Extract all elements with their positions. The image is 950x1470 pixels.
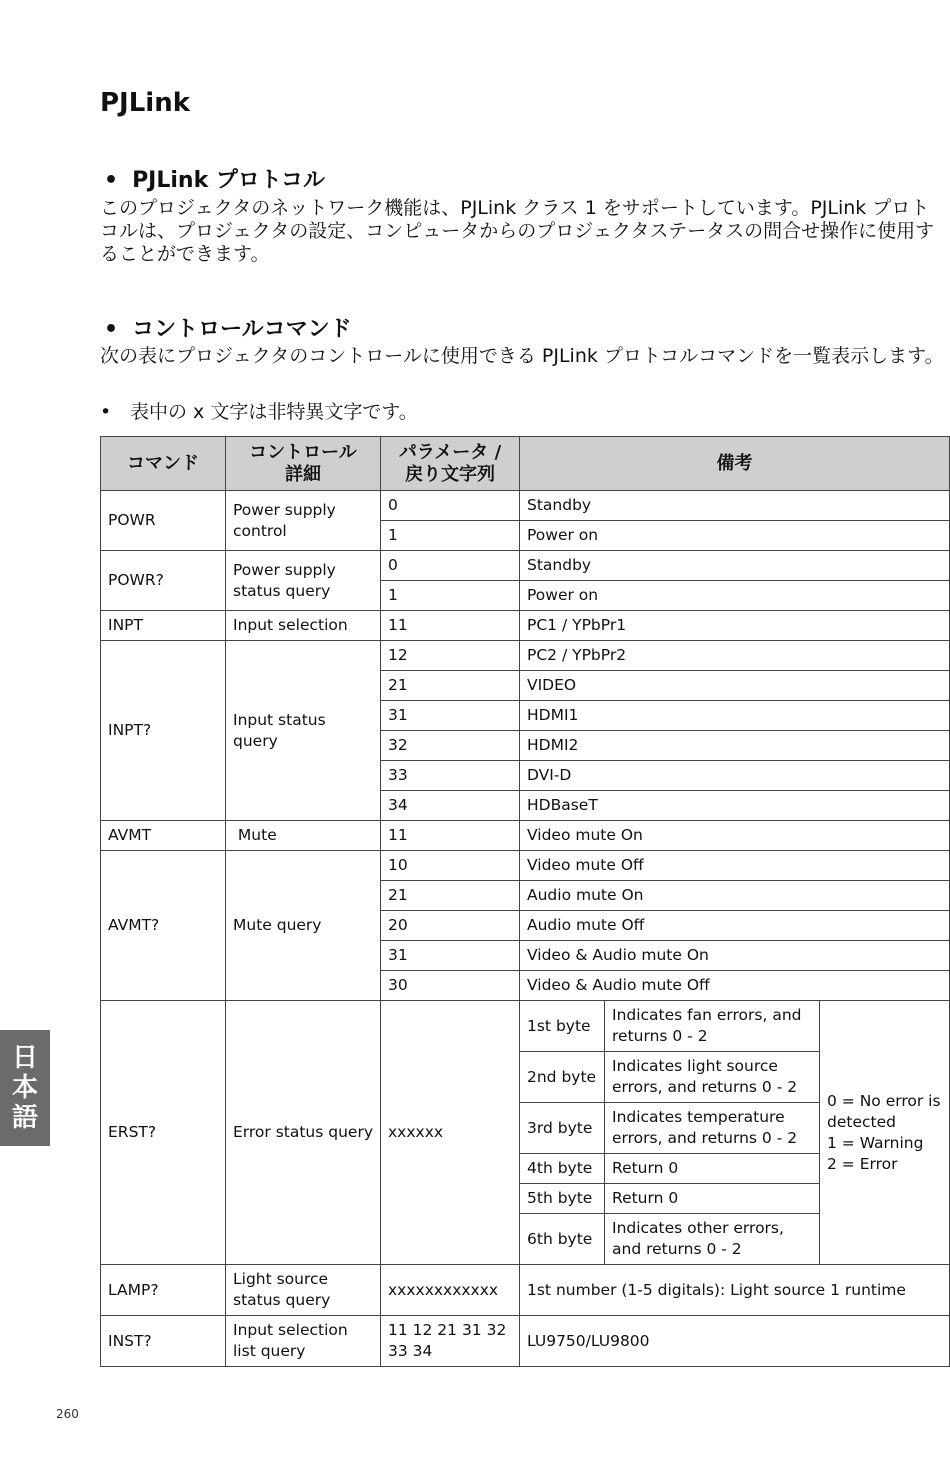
table-row xyxy=(101,851,950,881)
param-cell: xxxxxx xyxy=(381,1001,520,1265)
byte-label-cell: 2nd byte xyxy=(520,1052,605,1103)
param-cell: 33 xyxy=(381,761,520,791)
param-cell: 21 xyxy=(381,671,520,701)
param-cell: 31 xyxy=(381,941,520,971)
pjlink-protocol-description: このプロジェクタのネットワーク機能は、PJLink クラス 1 をサポートしています。PJLink プロトコルは、プロジェクタの設定、コンピュータからのプロジェクタステータスの問合せ操作に使用することができます。 xyxy=(100,197,935,265)
note-cell: 1st number (1-5 digitals): Light source 1 runtime xyxy=(520,1265,950,1316)
note-cell: Standby xyxy=(520,491,950,521)
command-cell: INST? xyxy=(101,1316,226,1367)
param-cell: 0 xyxy=(381,551,520,581)
header-remarks: 備考 xyxy=(520,437,950,491)
bullet-icon: • xyxy=(104,168,119,193)
note-cell: Standby xyxy=(520,551,950,581)
note-cell: HDMI2 xyxy=(520,731,950,761)
detail-cell: Mute xyxy=(226,821,381,851)
param-cell: 1 xyxy=(381,521,520,551)
note-cell: Power on xyxy=(520,521,950,551)
param-cell: 11 12 21 31 32 33 34 xyxy=(381,1316,520,1367)
param-cell: 0 xyxy=(381,491,520,521)
table-row xyxy=(101,611,950,641)
note-cell: HDMI1 xyxy=(520,701,950,731)
detail-cell: Error status query xyxy=(226,1001,381,1265)
note-cell: Video mute Off xyxy=(520,851,950,881)
section-title-text: PJLink プロトコル xyxy=(132,168,326,193)
byte-label-cell: 6th byte xyxy=(520,1214,605,1265)
command-cell: ERST? xyxy=(101,1001,226,1265)
byte-desc-cell: Indicates other errors, and returns 0 - 2 xyxy=(605,1214,820,1265)
param-cell: 12 xyxy=(381,641,520,671)
param-cell: 34 xyxy=(381,791,520,821)
control-commands-description: 次の表にプロジェクタのコントロールに使用できる PJLink プロトコルコマンドを一覧表示します。 xyxy=(100,345,944,367)
param-cell: 21 xyxy=(381,881,520,911)
bullet-icon: • xyxy=(104,317,119,342)
byte-label-cell: 3rd byte xyxy=(520,1103,605,1154)
byte-label-cell: 5th byte xyxy=(520,1184,605,1214)
note-line xyxy=(100,400,418,424)
note-cell: VIDEO xyxy=(520,671,950,701)
byte-desc-cell: Return 0 xyxy=(605,1184,820,1214)
byte-desc-cell: Indicates fan errors, and returns 0 - 2 xyxy=(605,1001,820,1052)
pjlink-command-table xyxy=(100,436,950,1367)
command-cell: AVMT xyxy=(101,821,226,851)
param-cell: 11 xyxy=(381,821,520,851)
byte-label-cell: 1st byte xyxy=(520,1001,605,1052)
param-cell: 30 xyxy=(381,971,520,1001)
section-control-commands-heading xyxy=(104,312,352,343)
table-row xyxy=(101,821,950,851)
table-row xyxy=(101,1316,950,1367)
command-cell: POWR xyxy=(101,491,226,551)
header-command: コマンド xyxy=(101,437,226,491)
detail-cell: Input selection xyxy=(226,611,381,641)
detail-cell: Light source status query xyxy=(226,1265,381,1316)
byte-label-cell: 4th byte xyxy=(520,1154,605,1184)
page-number: 260 xyxy=(56,1407,79,1421)
command-cell: AVMT? xyxy=(101,851,226,1001)
table-row xyxy=(101,1001,950,1052)
header-control-detail: コントロール 詳細 xyxy=(226,437,381,491)
error-legend-cell: 0 = No error is detected 1 = Warning 2 = Error xyxy=(820,1001,950,1265)
param-cell: 10 xyxy=(381,851,520,881)
param-cell: 20 xyxy=(381,911,520,941)
byte-desc-cell: Return 0 xyxy=(605,1154,820,1184)
bullet-icon: • xyxy=(100,401,112,423)
side-tab-char: 日 xyxy=(11,1043,38,1073)
command-cell: INPT? xyxy=(101,641,226,821)
side-tab-char: 本 xyxy=(11,1073,38,1103)
detail-cell: Mute query xyxy=(226,851,381,1001)
side-tab-char: 語 xyxy=(11,1103,38,1133)
command-cell: INPT xyxy=(101,611,226,641)
note-cell: Video & Audio mute On xyxy=(520,941,950,971)
table-row xyxy=(101,1265,950,1316)
param-cell: 1 xyxy=(381,581,520,611)
note-cell: PC1 / YPbPr1 xyxy=(520,611,950,641)
table-header-row xyxy=(101,437,950,491)
note-cell: Video & Audio mute Off xyxy=(520,971,950,1001)
command-cell: LAMP? xyxy=(101,1265,226,1316)
param-cell: xxxxxxxxxxxx xyxy=(381,1265,520,1316)
note-cell: Video mute On xyxy=(520,821,950,851)
table-row xyxy=(101,641,950,671)
header-parameter: パラメータ / 戻り文字列 xyxy=(381,437,520,491)
language-side-tab xyxy=(0,1030,50,1146)
detail-cell: Input status query xyxy=(226,641,381,821)
section-pjlink-protocol-heading xyxy=(104,163,325,194)
table-row xyxy=(101,491,950,521)
table-row xyxy=(101,551,950,581)
note-cell: Audio mute On xyxy=(520,881,950,911)
note-cell: LU9750/LU9800 xyxy=(520,1316,950,1367)
param-cell: 11 xyxy=(381,611,520,641)
page-title: PJLink xyxy=(100,88,191,118)
note-cell: HDBaseT xyxy=(520,791,950,821)
byte-desc-cell: Indicates light source errors, and returns 0 - 2 xyxy=(605,1052,820,1103)
note-text: 表中の x 文字は非特異文字です。 xyxy=(130,401,418,423)
section-title-text: コントロールコマンド xyxy=(132,317,352,342)
detail-cell: Power supply control xyxy=(226,491,381,551)
note-cell: PC2 / YPbPr2 xyxy=(520,641,950,671)
detail-cell: Input selection list query xyxy=(226,1316,381,1367)
param-cell: 31 xyxy=(381,701,520,731)
note-cell: Audio mute Off xyxy=(520,911,950,941)
note-cell: Power on xyxy=(520,581,950,611)
detail-cell: Power supply status query xyxy=(226,551,381,611)
note-cell: DVI-D xyxy=(520,761,950,791)
byte-desc-cell: Indicates temperature errors, and returns 0 - 2 xyxy=(605,1103,820,1154)
command-cell: POWR? xyxy=(101,551,226,611)
param-cell: 32 xyxy=(381,731,520,761)
